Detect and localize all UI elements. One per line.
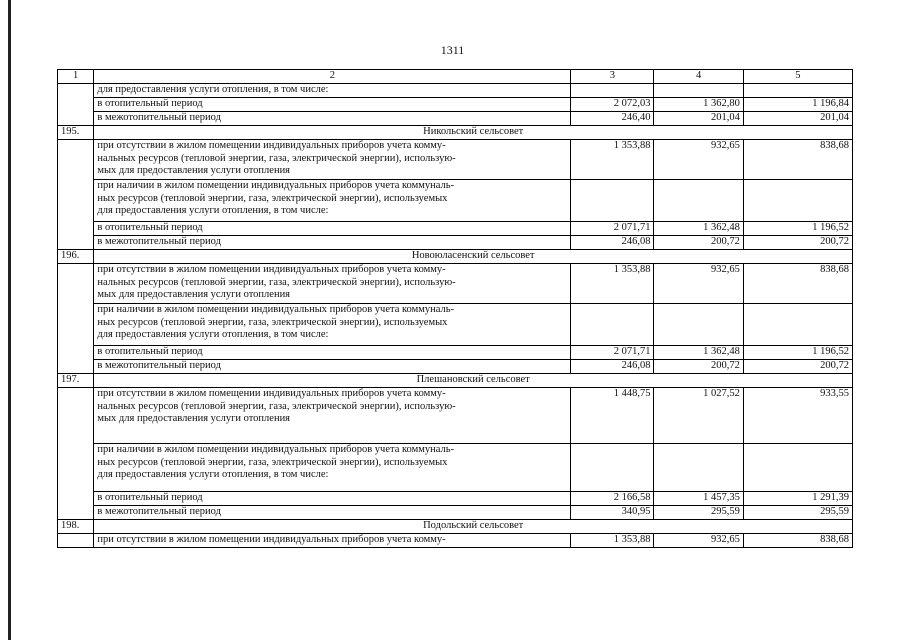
- header-col-5: 5: [743, 70, 852, 84]
- row-number-cell: [58, 534, 94, 548]
- table-row: [58, 98, 853, 112]
- row-description: в межотопительный период: [94, 112, 571, 126]
- table-row: [58, 112, 853, 126]
- table-row: [58, 140, 853, 180]
- description-line: ных ресурсов (тепловой энергии, газа, электрической энергии), используемых: [97, 192, 448, 204]
- row-number-cell: [58, 84, 94, 126]
- table-header-row: [58, 70, 853, 84]
- row-description: при отсутствии в жилом помещении индивидуальных приборов учета комму-: [94, 534, 571, 548]
- section-number: 195.: [58, 126, 94, 140]
- table-row: [58, 222, 853, 236]
- value-col-4: 1 362,80: [654, 98, 743, 112]
- section-header-row: [58, 126, 853, 140]
- header-col-3: 3: [571, 70, 654, 84]
- value-col-3: [571, 84, 654, 98]
- value-col-5: [743, 180, 852, 222]
- value-col-5: [743, 84, 852, 98]
- description-line: при наличии в жилом помещении индивидуальных приборов учета коммуналь-: [97, 180, 455, 191]
- row-description: для предоставления услуги отопления, в том числе:: [94, 84, 571, 98]
- section-header-row: [58, 250, 853, 264]
- value-col-3: 246,08: [571, 236, 654, 250]
- value-col-3: 2 166,58: [571, 492, 654, 506]
- table-row: [58, 506, 853, 520]
- value-col-5: 838,68: [743, 534, 852, 548]
- value-col-5: [743, 304, 852, 346]
- table-row: [58, 360, 853, 374]
- section-number: 196.: [58, 250, 94, 264]
- description-line: при отсутствии в жилом помещении индивидуальных приборов учета комму-: [97, 140, 446, 151]
- description-line: ных ресурсов (тепловой энергии, газа, электрической энергии), используемых: [97, 316, 448, 328]
- table-row: [58, 444, 853, 492]
- value-col-5: 1 291,39: [743, 492, 852, 506]
- value-col-3: 2 072,03: [571, 98, 654, 112]
- value-col-5: 838,68: [743, 140, 852, 180]
- value-col-4: [654, 180, 743, 222]
- table-row: [58, 236, 853, 250]
- description-line: мых для предоставления услуги отопления: [97, 165, 291, 177]
- value-col-5: 200,72: [743, 236, 852, 250]
- description-line: нальных ресурсов (тепловой энергии, газа, электрической энергии), использую-: [97, 276, 456, 288]
- value-col-3: 246,40: [571, 112, 654, 126]
- row-description: в отопительный период: [94, 492, 571, 506]
- header-col-1: 1: [58, 70, 94, 84]
- value-col-3: 1 353,88: [571, 534, 654, 548]
- table-row: [58, 264, 853, 304]
- value-col-4: 932,65: [654, 264, 743, 304]
- value-col-3: [571, 304, 654, 346]
- value-col-5: 201,04: [743, 112, 852, 126]
- section-number: 197.: [58, 374, 94, 388]
- value-col-5: 1 196,52: [743, 222, 852, 236]
- table-row: [58, 534, 853, 548]
- value-col-4: 1 362,48: [654, 346, 743, 360]
- table-row: [58, 492, 853, 506]
- value-col-3: 2 071,71: [571, 222, 654, 236]
- value-col-5: 838,68: [743, 264, 852, 304]
- section-header-row: [58, 520, 853, 534]
- value-col-3: 2 071,71: [571, 346, 654, 360]
- row-number-cell: [58, 264, 94, 374]
- value-col-4: 1 027,52: [654, 388, 743, 444]
- row-description: [94, 388, 571, 444]
- row-description: [94, 304, 571, 346]
- value-col-5: 933,55: [743, 388, 852, 444]
- value-col-4: 932,65: [654, 140, 743, 180]
- scan-left-edge: [8, 0, 11, 640]
- row-description: в межотопительный период: [94, 360, 571, 374]
- row-description: в межотопительный период: [94, 236, 571, 250]
- value-col-4: 200,72: [654, 360, 743, 374]
- description-line: при наличии в жилом помещении индивидуальных приборов учета коммуналь-: [97, 444, 455, 455]
- value-col-5: 200,72: [743, 360, 852, 374]
- header-col-4: 4: [654, 70, 743, 84]
- row-description: [94, 444, 571, 492]
- page-number: 1311: [440, 43, 465, 57]
- value-col-4: 932,65: [654, 534, 743, 548]
- value-col-4: 295,59: [654, 506, 743, 520]
- table-row: [58, 388, 853, 444]
- row-description: [94, 180, 571, 222]
- row-description: [94, 264, 571, 304]
- description-line: ных ресурсов (тепловой энергии, газа, электрической энергии), используемых: [97, 456, 448, 468]
- value-col-3: 1 353,88: [571, 140, 654, 180]
- value-col-3: 246,08: [571, 360, 654, 374]
- value-col-3: [571, 180, 654, 222]
- section-title: Подольский сельсовет: [94, 520, 853, 534]
- table-row: [58, 84, 853, 98]
- description-line: мых для предоставления услуги отопления: [97, 289, 291, 301]
- row-description: в межотопительный период: [94, 506, 571, 520]
- value-col-4: 1 362,48: [654, 222, 743, 236]
- header-col-2: 2: [94, 70, 571, 84]
- row-number-cell: [58, 388, 94, 520]
- row-description: в отопительный период: [94, 222, 571, 236]
- description-line: при наличии в жилом помещении индивидуальных приборов учета коммуналь-: [97, 304, 455, 315]
- row-description: в отопительный период: [94, 346, 571, 360]
- value-col-4: [654, 84, 743, 98]
- description-line: мых для предоставления услуги отопления: [97, 413, 291, 425]
- value-col-4: [654, 444, 743, 492]
- description-line: нальных ресурсов (тепловой энергии, газа, электрической энергии), использую-: [97, 400, 456, 412]
- value-col-3: 1 353,88: [571, 264, 654, 304]
- value-col-4: [654, 304, 743, 346]
- description-line: для предоставления услуги отопления, в том числе:: [97, 205, 329, 217]
- value-col-3: [571, 444, 654, 492]
- value-col-3: 1 448,75: [571, 388, 654, 444]
- row-description: в отопительный период: [94, 98, 571, 112]
- section-title: Никольский сельсовет: [94, 126, 853, 140]
- description-line: при отсутствии в жилом помещении индивидуальных приборов учета комму-: [97, 264, 446, 275]
- table-row: [58, 346, 853, 360]
- section-title: Новоюласенский сельсовет: [94, 250, 853, 264]
- table-row: [58, 180, 853, 222]
- description-line: для предоставления услуги отопления, в том числе:: [97, 469, 329, 481]
- row-description: [94, 140, 571, 180]
- section-number: 198.: [58, 520, 94, 534]
- description-line: при отсутствии в жилом помещении индивидуальных приборов учета комму-: [97, 388, 446, 399]
- value-col-4: 1 457,35: [654, 492, 743, 506]
- description-line: нальных ресурсов (тепловой энергии, газа, электрической энергии), использую-: [97, 152, 456, 164]
- value-col-3: 340,95: [571, 506, 654, 520]
- section-title: Плешановский сельсовет: [94, 374, 853, 388]
- value-col-5: [743, 444, 852, 492]
- value-col-4: 200,72: [654, 236, 743, 250]
- value-col-5: 1 196,52: [743, 346, 852, 360]
- section-header-row: [58, 374, 853, 388]
- value-col-4: 201,04: [654, 112, 743, 126]
- table-row: [58, 304, 853, 346]
- value-col-5: 1 196,84: [743, 98, 852, 112]
- description-line: для предоставления услуги отопления, в том числе:: [97, 329, 329, 341]
- tariff-table: [57, 69, 853, 548]
- row-number-cell: [58, 140, 94, 250]
- value-col-5: 295,59: [743, 506, 852, 520]
